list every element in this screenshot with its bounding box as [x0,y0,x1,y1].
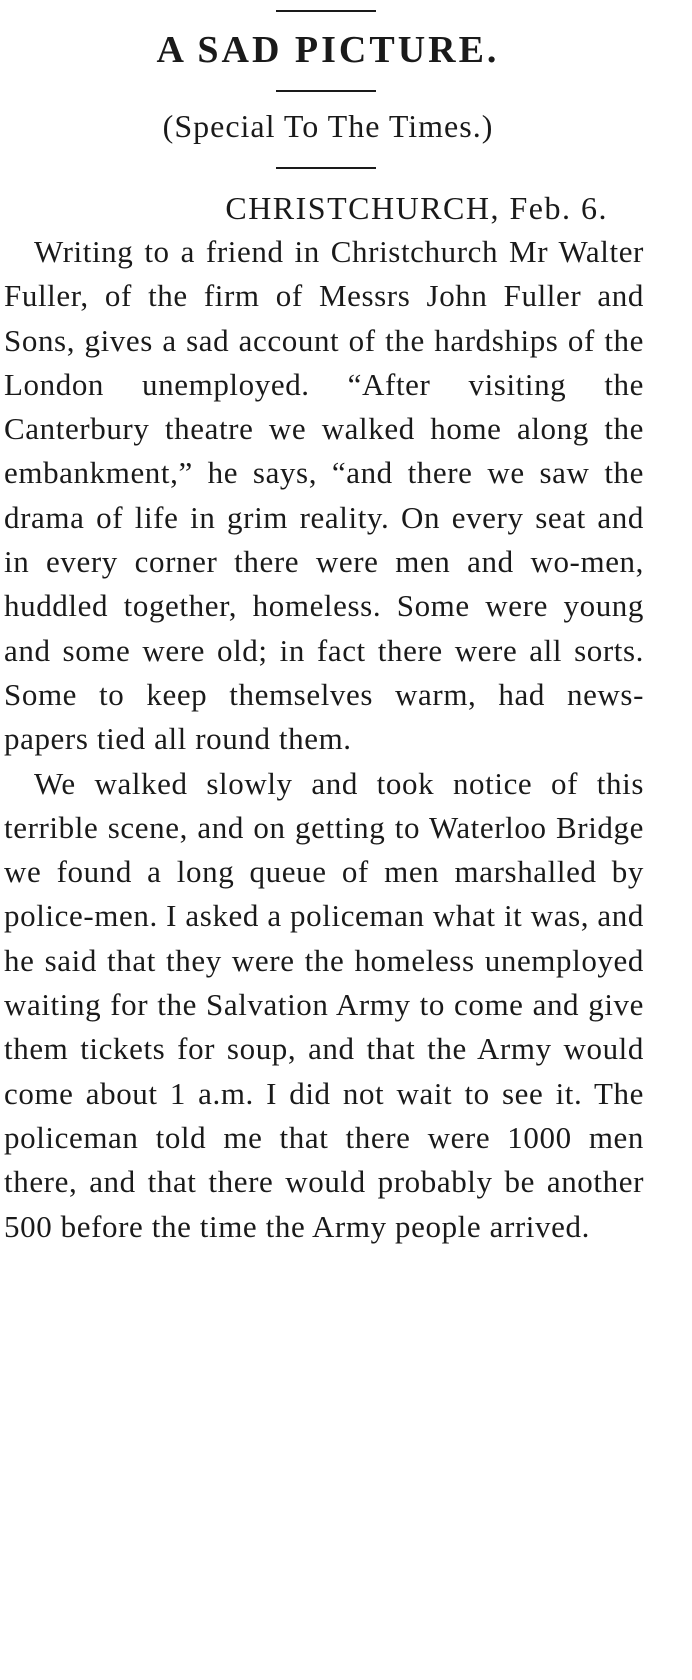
dateline: CHRISTCHURCH, Feb. 6. [225,190,608,226]
body-paragraph: We walked slowly and took notice of this terrible scene, and on getting to Waterloo Bridge we found a long queue of men marshalled by police-men. I asked a policeman what it was, and he said that they were the homeless unemployed waiting for the Salvation Army to come and give them tickets for soup, and that the Army would come about 1 a.m. I did not wait to see it. The policeman told me that there were 1000 men there, and that there would probably be another 500 before the time the Army people arrived. [4,765,644,1244]
headline: A SAD PICTURE. [156,29,500,71]
article-body [4,230,644,1249]
body-paragraph: Writing to a friend in Christchurch Mr Walter Fuller, of the firm of Messrs John Fuller and Sons, gives a sad account of the hardships of the London unemployed. “After visiting the Canterbury theatre we walked home along the embankment,” he says, “and there we saw the drama of life in grim reality. On every seat and in every corner there were men and wo-men, huddled together, homeless. Some were young and some were old; in fact there were all sorts. Some to keep themselves warm, had news-papers tied all round them. [4,234,644,757]
middle-rule-divider [276,90,376,92]
top-rule-divider [276,10,376,12]
lower-rule-divider [276,167,376,169]
subhead: (Special To The Times.) [162,108,494,144]
